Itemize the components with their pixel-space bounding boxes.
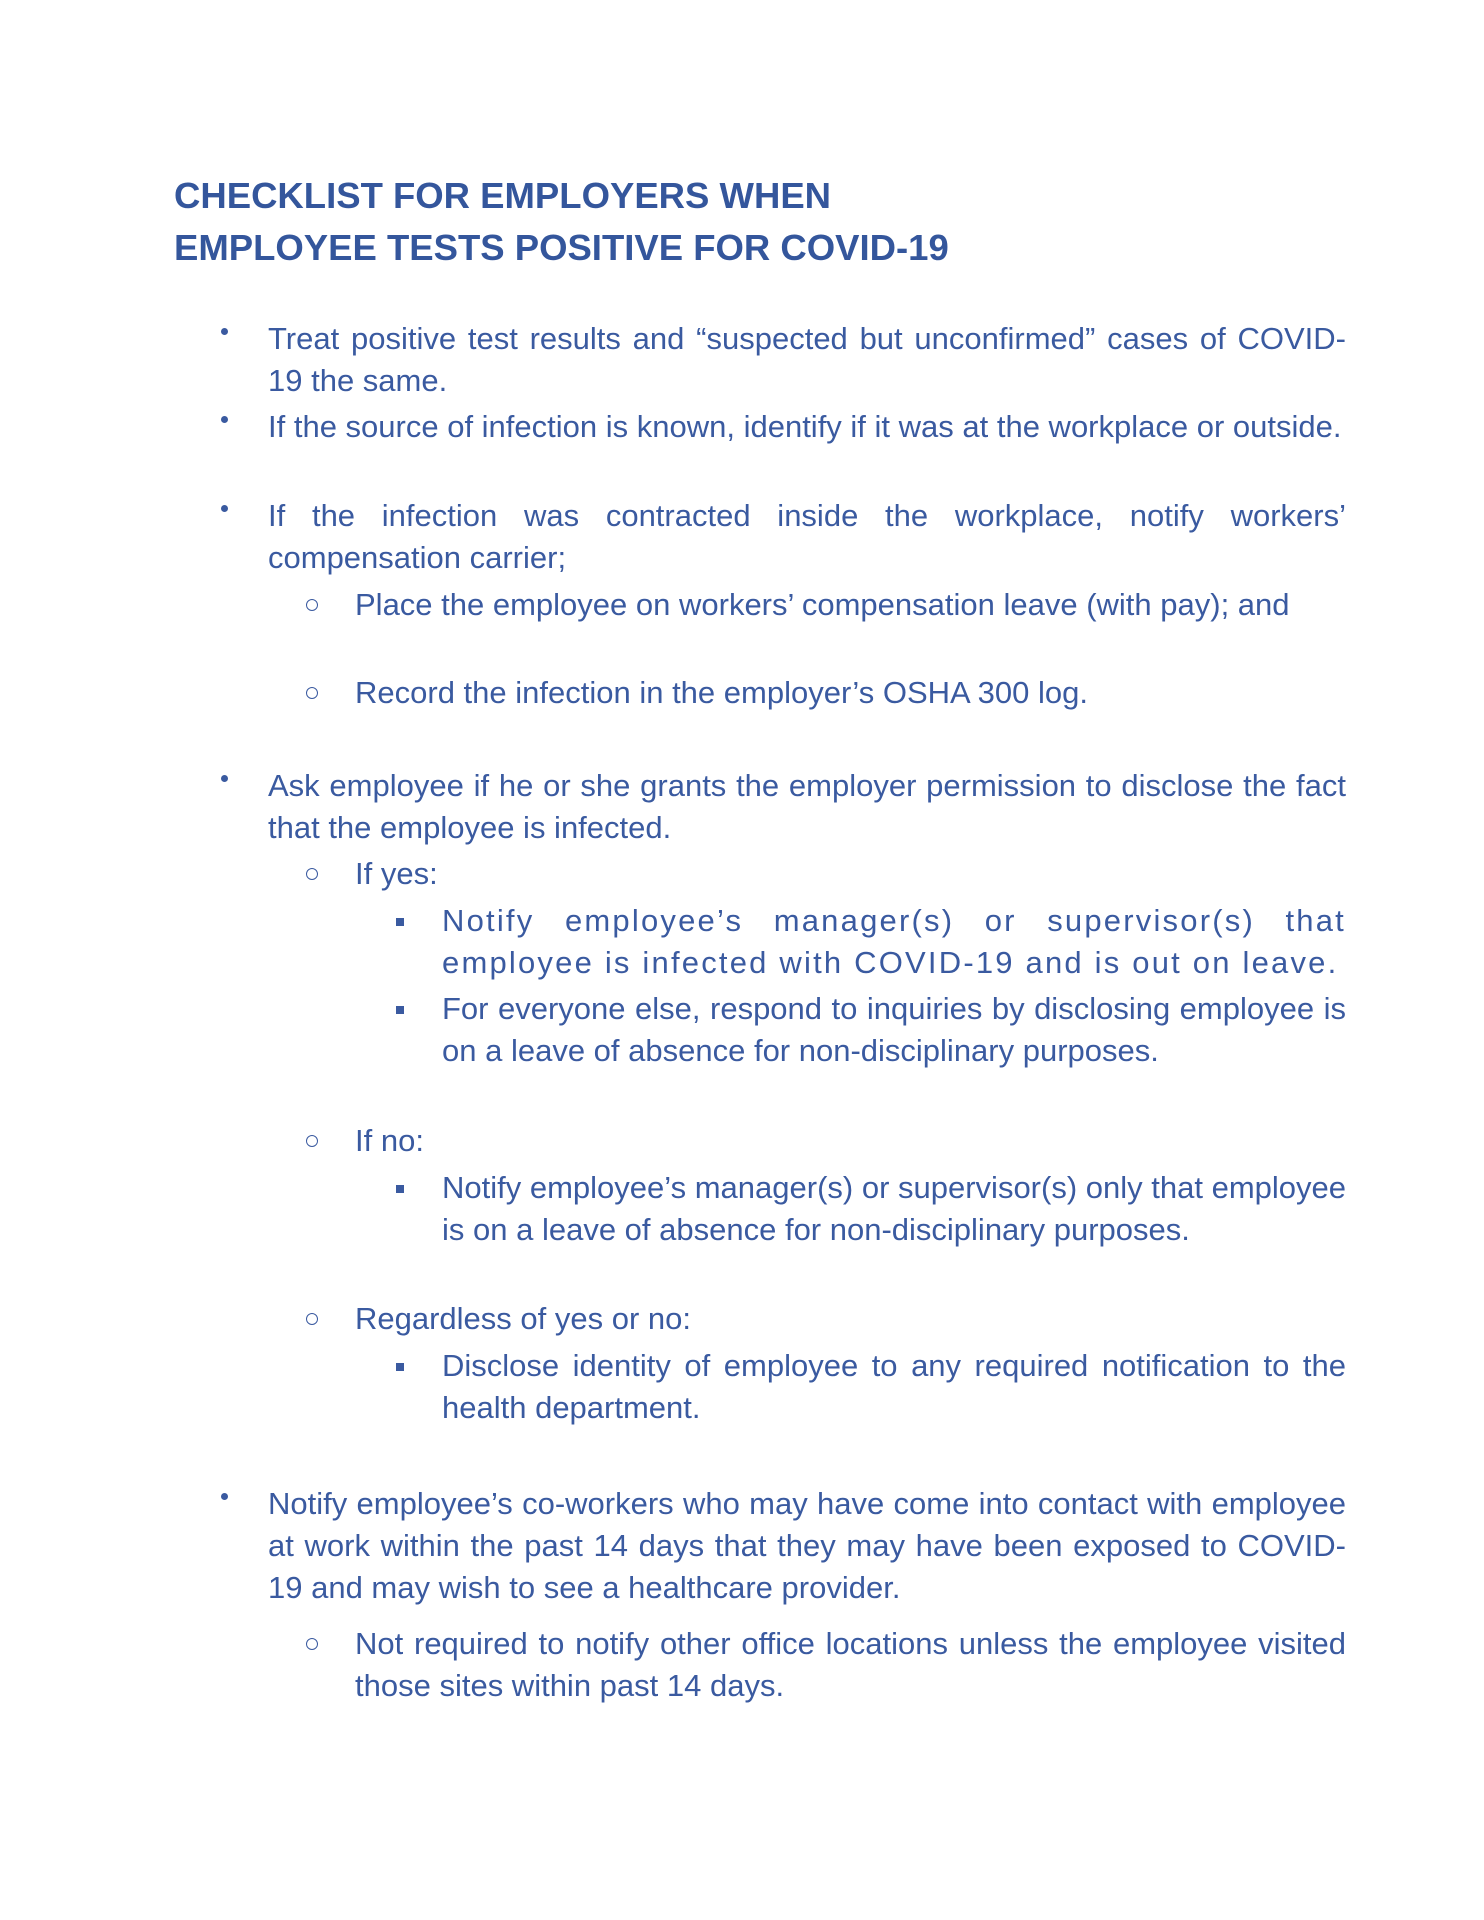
title-line-2: EMPLOYEE TESTS POSITIVE FOR COVID-19 [174, 227, 949, 268]
bullet-circle-icon [306, 1638, 318, 1650]
bullet-square-icon [396, 918, 404, 926]
bullet-square-icon [396, 1006, 404, 1014]
list-item: If no: [355, 1123, 424, 1158]
list-item: If the source of infection is known, identify if it was at the workplace or outside. [268, 409, 1342, 444]
bullet-square-icon [396, 1185, 404, 1193]
list-item: Notify employee’s manager(s) or supervisor(s) that employee is infected with COVID-19 and is out on leave. [442, 903, 1346, 980]
page-title [174, 170, 1274, 274]
bullet-dot-icon [221, 416, 228, 423]
bullet-circle-icon [306, 868, 318, 880]
list-item: Notify employee’s co-workers who may have come into contact with employee at work within the past 14 days that they may have been exposed to COVID-19 and may wish to see a healthcare provider. [268, 1486, 1346, 1605]
bullet-circle-icon [306, 599, 318, 611]
list-item: If yes: [355, 856, 438, 891]
list-item: Disclose identity of employee to any required notification to the health department. [442, 1348, 1346, 1425]
bullet-circle-icon [306, 1313, 318, 1325]
list-item: Record the infection in the employer’s OSHA 300 log. [355, 675, 1088, 710]
bullet-dot-icon [221, 1493, 228, 1500]
bullet-dot-icon [221, 505, 228, 512]
list-item: If the infection was contracted inside the workplace, notify workers’ compensation carrier; [268, 498, 1346, 575]
bullet-square-icon [396, 1363, 404, 1371]
list-item: Notify employee’s manager(s) or supervisor(s) only that employee is on a leave of absence for non-disciplinary purposes. [442, 1170, 1346, 1247]
list-item: Place the employee on workers’ compensation leave (with pay); and [355, 587, 1290, 622]
title-line-1: CHECKLIST FOR EMPLOYERS WHEN [174, 175, 832, 216]
bullet-circle-icon [306, 687, 318, 699]
list-item: For everyone else, respond to inquiries by disclosing employee is on a leave of absence for non-disciplinary purposes. [442, 991, 1346, 1068]
list-item: Ask employee if he or she grants the employer permission to disclose the fact that the employee is infected. [268, 768, 1346, 845]
bullet-dot-icon [221, 328, 228, 335]
bullet-dot-icon [221, 775, 228, 782]
bullet-circle-icon [306, 1135, 318, 1147]
list-item: Regardless of yes or no: [355, 1301, 692, 1336]
list-item: Treat positive test results and “suspected but unconfirmed” cases of COVID-19 the same. [268, 321, 1346, 398]
list-item: Not required to notify other office locations unless the employee visited those sites within past 14 days. [355, 1626, 1346, 1703]
